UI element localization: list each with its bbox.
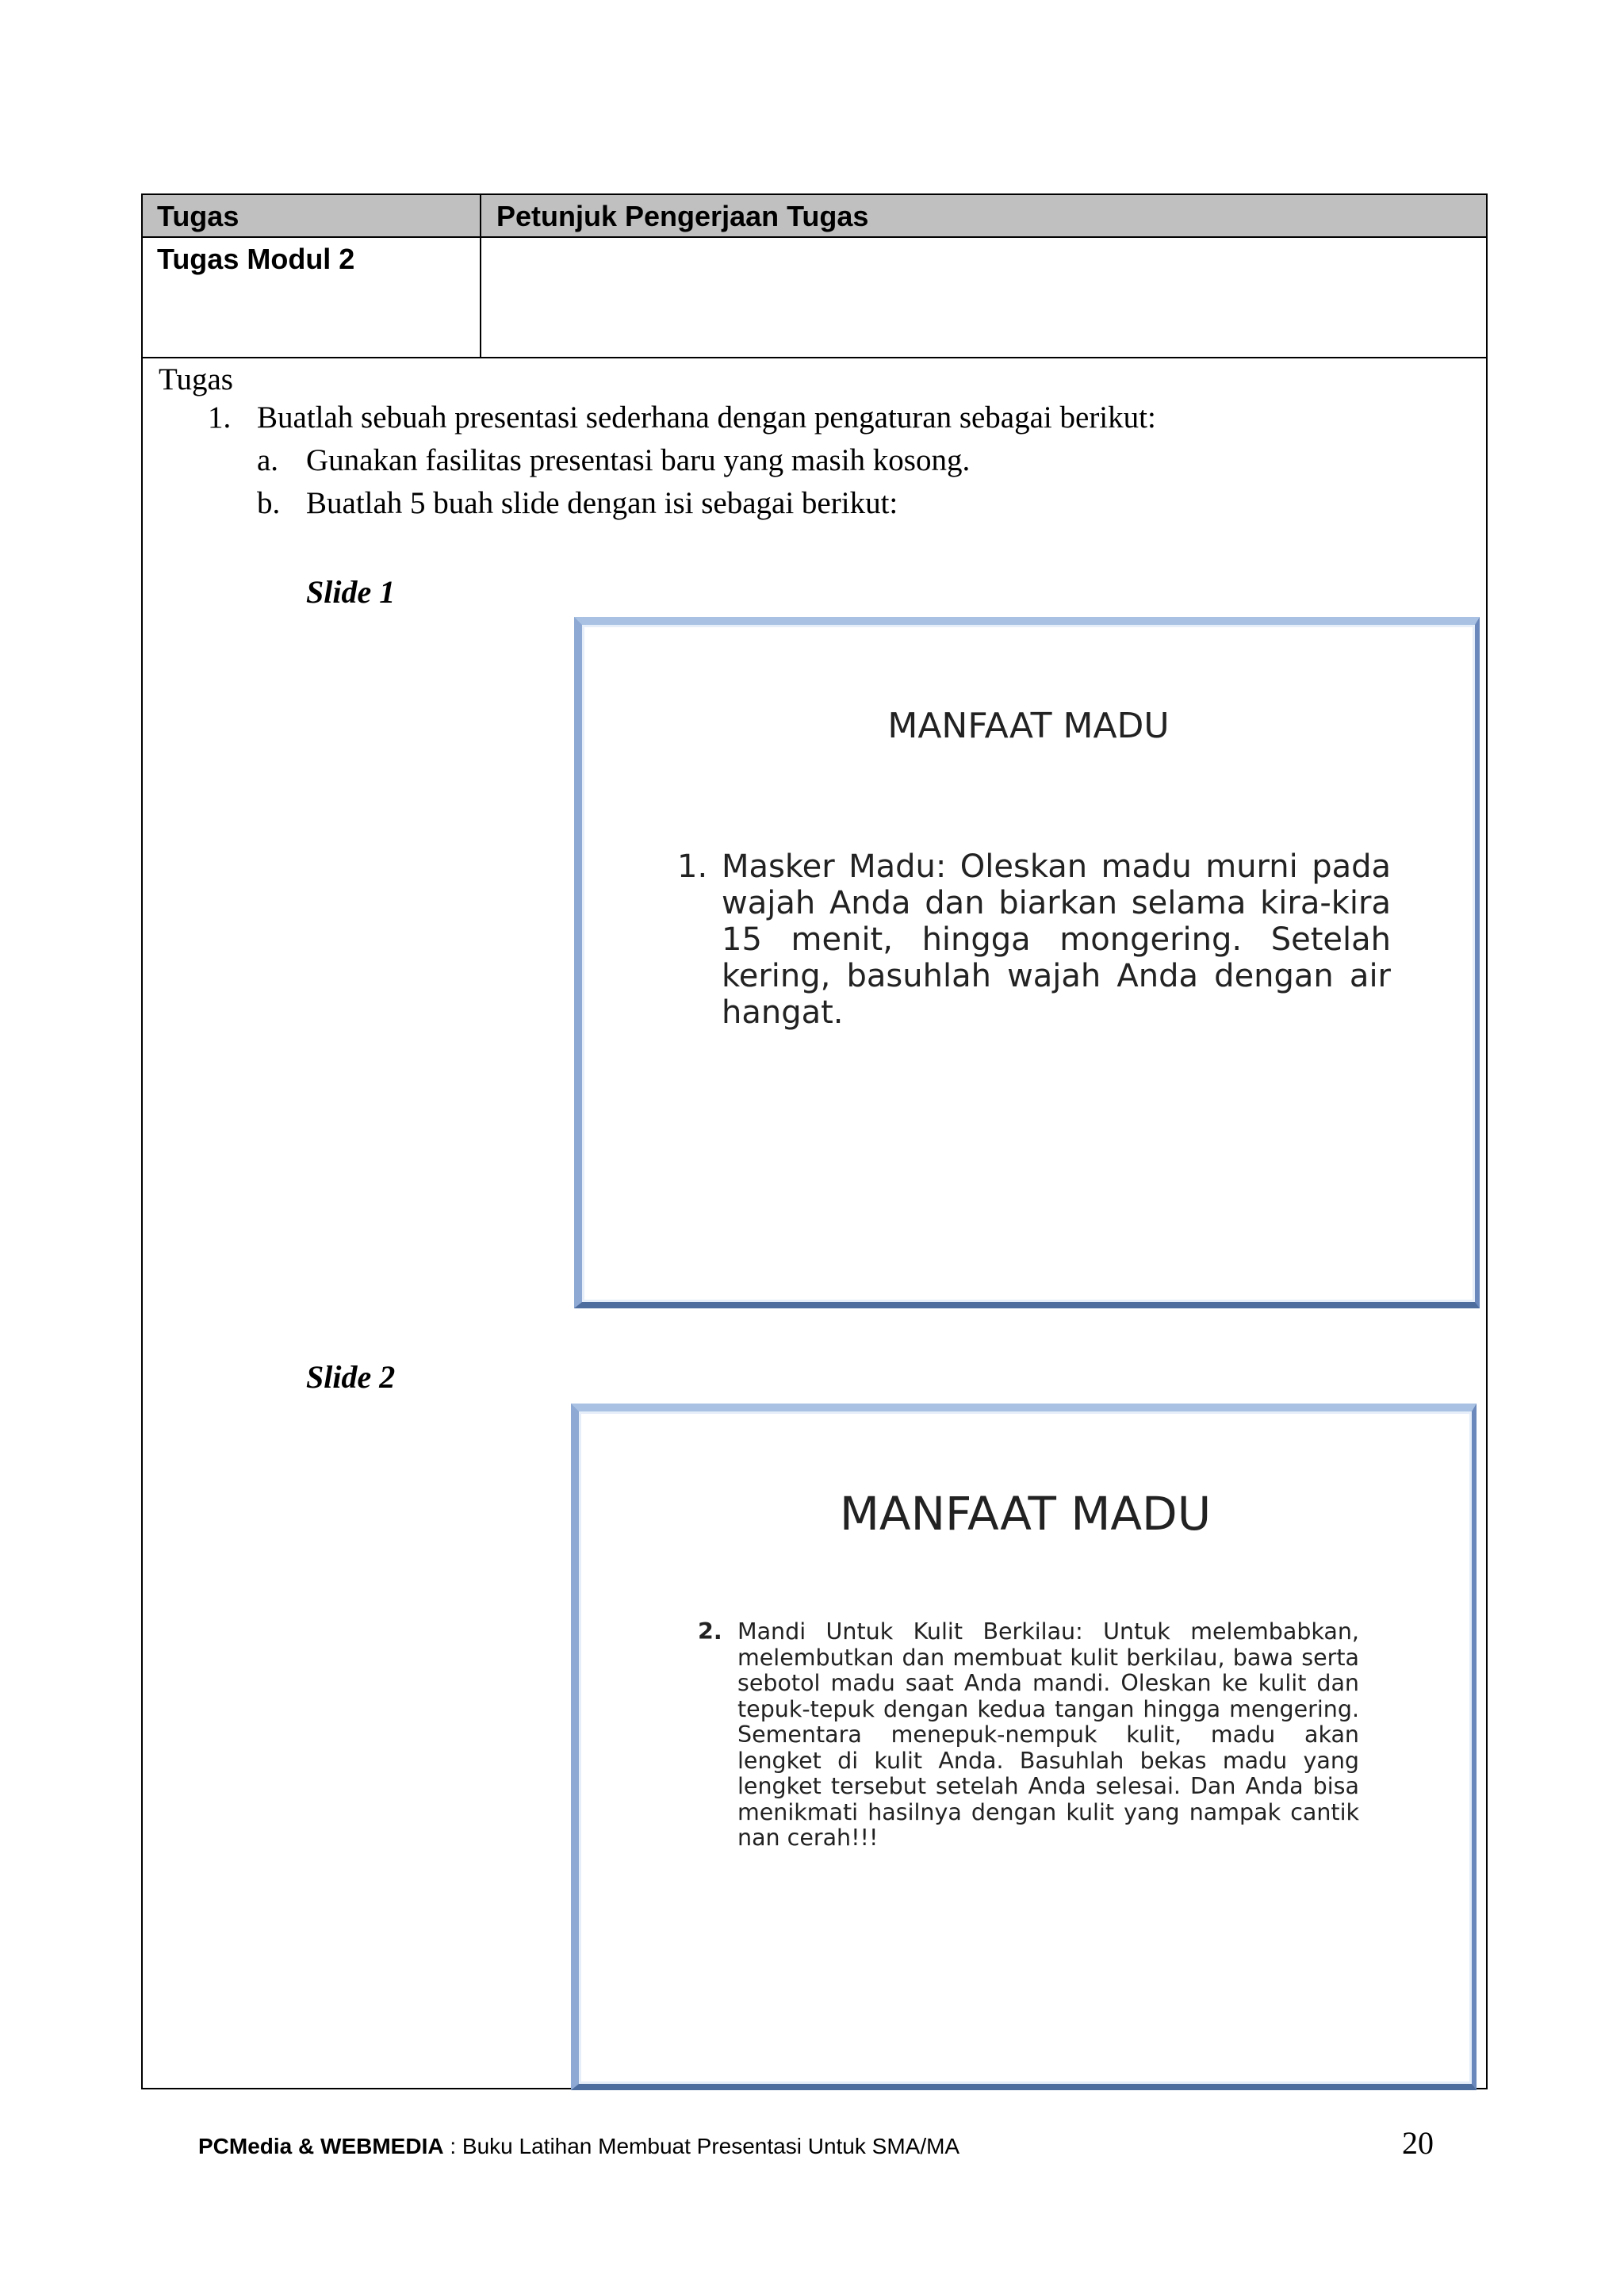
- item-1-text: Buatlah sebuah presentasi sederhana dengan pengaturan sebagai berikut:: [257, 400, 1156, 435]
- footer-text: : Buku Latihan Membuat Presentasi Untuk SMA/MA: [443, 2134, 960, 2158]
- slide-2-item-text: Mandi Untuk Kulit Berkilau: Untuk melembabkan, melembutkan dan membuat kulit berkilau, bawa serta sebotol madu saat Anda mandi. Oleskan ke kulit dan tepuk-tepuk dengan kedua tangan hingga mengering. Sementara menepuk-nempuk kulit, madu akan lengket di kulit Anda. Basuhlah bekas madu yang lengket tersebut setelah Anda selesai. Dan Anda bisa menikmati hasilnya dengan kulit yang nampak cantik nan cerah!!!: [737, 1618, 1359, 1851]
- table-column-divider: [480, 195, 481, 358]
- header-tugas: Tugas: [157, 200, 239, 232]
- slide-2-label: Slide 2: [306, 1359, 396, 1395]
- sub-b-label: b.: [257, 486, 281, 520]
- header-petunjuk: Petunjuk Pengerjaan Tugas: [496, 200, 869, 232]
- slide-1-preview: [574, 617, 1480, 1308]
- slide-2-preview: [571, 1404, 1477, 2090]
- slide-1-item-text: Masker Madu: Oleskan madu murni pada wajah Anda dan biarkan selama kira-kira 15 menit, hingga mongering. Setelah kering, basuhlah wajah Anda dengan air hangat.: [722, 848, 1391, 1031]
- slide-1-item-number: 1.: [677, 848, 708, 885]
- slide-2-title: MANFAAT MADU: [839, 1487, 1212, 1541]
- slide-1-label: Slide 1: [306, 574, 396, 610]
- tugas-heading: Tugas: [159, 362, 233, 396]
- sub-b-text: Buatlah 5 buah slide dengan isi sebagai berikut:: [306, 486, 898, 520]
- slide-2-list-item: [698, 1619, 1359, 1852]
- item-1-number: 1.: [208, 400, 232, 435]
- sub-a-text: Gunakan fasilitas presentasi baru yang masih kosong.: [306, 443, 971, 477]
- page-footer: [198, 2131, 959, 2162]
- sub-a-label: a.: [257, 443, 279, 477]
- footer-brand: PCMedia & WEBMEDIA: [198, 2134, 444, 2158]
- page-number: 20: [1402, 2125, 1434, 2161]
- slide-1-title: MANFAAT MADU: [887, 706, 1170, 746]
- slide-2-item-number: 2.: [698, 1618, 722, 1645]
- slide-1-list-item: [677, 848, 1391, 1031]
- row-tugas-modul: Tugas Modul 2: [157, 243, 355, 275]
